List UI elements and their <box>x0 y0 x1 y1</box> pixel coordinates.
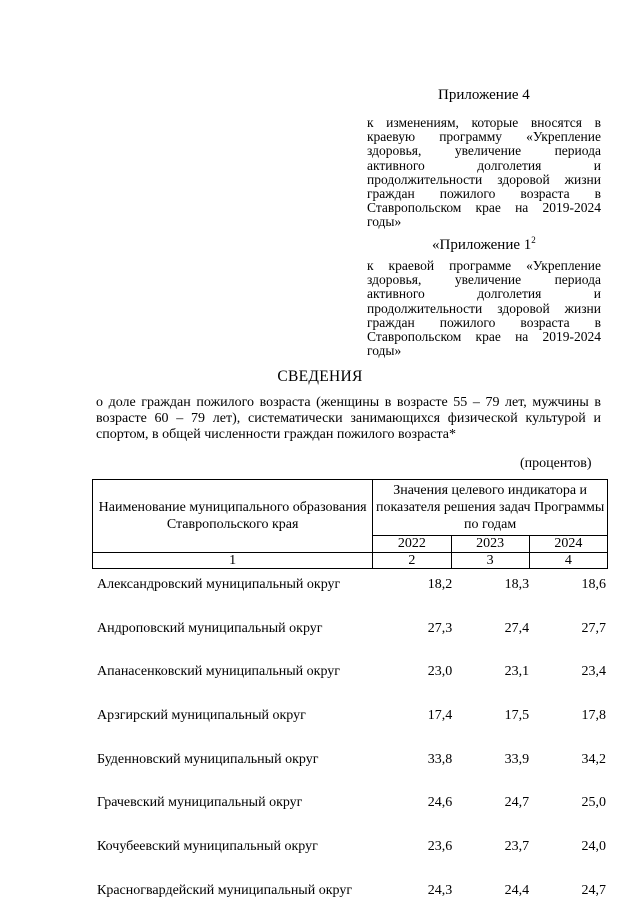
value-2024: 24,0 <box>581 839 606 855</box>
column-number-cell: 3 <box>451 553 529 569</box>
column-number-cell: 1 <box>93 553 373 569</box>
table-row <box>92 611 608 655</box>
table-row <box>92 567 608 611</box>
header-name-cell: Наименование муниципального образования Ставропольского края <box>93 480 373 553</box>
header-table <box>92 479 608 569</box>
value-2023: 23,1 <box>504 664 530 680</box>
header-year-cell: 2023 <box>451 536 529 553</box>
table-row <box>92 742 608 786</box>
table-row <box>92 873 608 917</box>
appendix-text: к изменениям, которые вносятся в краевую программу «Укрепление здоровья, увеличение периода активного долголетия и продолжительности здоровой жизни граждан пожилого возраста в Ставропольском крае на 2019-2024 годы» <box>367 115 601 230</box>
value-2022: 33,8 <box>427 751 453 767</box>
value-2024: 34,2 <box>581 751 606 767</box>
value-2024: 24,7 <box>581 882 606 898</box>
value-2022: 18,2 <box>427 577 453 592</box>
document-heading: СВЕДЕНИЯ <box>277 368 363 385</box>
header-group-cell: Значения целевого индикатора и показателя решения задач Программы по годам <box>373 480 608 536</box>
value-2022: 23,6 <box>427 839 453 855</box>
value-2024: 17,8 <box>581 708 606 724</box>
municipality-name: Апанасенковский муниципальный округ <box>97 664 341 680</box>
value-2024: 25,0 <box>581 795 606 811</box>
table-row <box>92 829 608 873</box>
header-year-cell: 2024 <box>529 536 607 553</box>
data-table <box>92 567 608 917</box>
municipality-name: Кочубеевский муниципальный округ <box>97 839 318 855</box>
municipality-name: Арзгирский муниципальный округ <box>97 708 306 724</box>
document-subtitle: о доле граждан пожилого возраста (женщины в возрасте 55 – 79 лет, мужчины в возрасте 60 – 79 лет), систематически занимающихся физической культурой и спортом, в общей численности граждан пожилого возраста* <box>96 395 601 442</box>
value-2023: 27,4 <box>504 620 530 636</box>
municipality-name: Грачевский муниципальный округ <box>97 795 303 811</box>
value-2023: 23,7 <box>504 839 530 855</box>
appendix-title: Приложение 4 <box>438 87 530 103</box>
value-2023: 24,4 <box>504 882 530 898</box>
appendix2-text: к краевой программе «Укрепление здоровья, увеличение периода активного долголетия и продолжительности здоровой жизни граждан пожилого возраста в Ставропольском крае на 2019-2024 годы» <box>367 258 601 359</box>
value-2023: 18,3 <box>504 577 530 592</box>
value-2024: 18,6 <box>581 577 606 592</box>
appendix2-title-superscript: 2 <box>531 235 536 245</box>
value-2024: 27,7 <box>581 620 606 636</box>
header-year-cell: 2022 <box>373 536 451 553</box>
municipality-name: Красногвардейский муниципальный округ <box>97 882 353 898</box>
table-row <box>92 698 608 742</box>
column-number-cell: 4 <box>529 553 607 569</box>
column-number-cell: 2 <box>373 553 451 569</box>
value-2022: 27,3 <box>427 620 453 636</box>
value-2023: 17,5 <box>504 708 530 724</box>
appendix2-title-text: «Приложение 1 <box>432 237 532 253</box>
value-2022: 24,6 <box>427 795 453 811</box>
value-2022: 17,4 <box>427 708 453 724</box>
municipality-name: Андроповский муниципальный округ <box>97 620 323 636</box>
header-row <box>93 480 608 536</box>
municipality-name: Александровский муниципальный округ <box>97 577 341 592</box>
value-2024: 23,4 <box>581 664 606 680</box>
appendix2-title <box>432 231 536 254</box>
table-row <box>92 785 608 829</box>
municipality-name: Буденновский муниципальный округ <box>97 751 319 767</box>
value-2023: 33,9 <box>504 751 530 767</box>
value-2023: 24,7 <box>504 795 530 811</box>
units-label: (процентов) <box>520 456 592 471</box>
value-2022: 23,0 <box>427 664 453 680</box>
value-2022: 24,3 <box>427 882 453 898</box>
table-row <box>92 654 608 698</box>
